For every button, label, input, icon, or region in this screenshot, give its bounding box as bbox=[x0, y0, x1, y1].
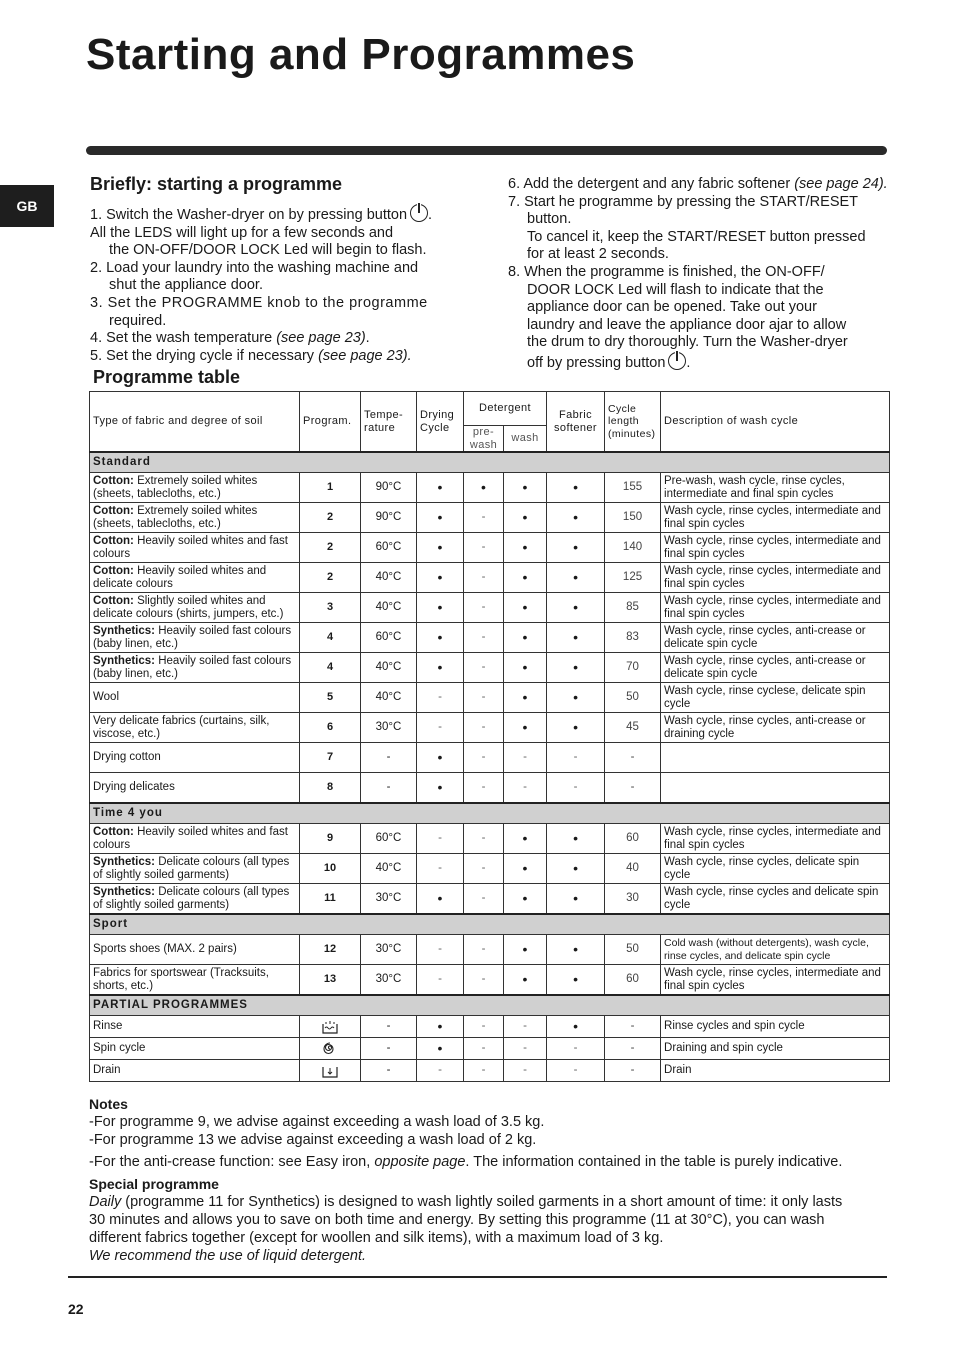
drying-cell: • bbox=[417, 1016, 464, 1038]
prewash-cell: - bbox=[464, 713, 504, 743]
table-row bbox=[90, 1038, 890, 1060]
table-row bbox=[90, 884, 890, 915]
special-line-4: We recommend the use of liquid detergent. bbox=[89, 1248, 367, 1264]
prewash-cell: - bbox=[464, 503, 504, 533]
temperature-cell: 40°C bbox=[361, 653, 417, 683]
drying-cell: - bbox=[417, 935, 464, 965]
drying-cell: • bbox=[417, 653, 464, 683]
cycle-length-cell: 150 bbox=[605, 503, 661, 533]
cycle-length-cell: 50 bbox=[605, 683, 661, 713]
table-section-row bbox=[90, 803, 890, 824]
fabric-cell: Cotton: Slightly soiled whites and delicate colours (shirts, jumpers, etc.) bbox=[90, 593, 300, 623]
drying-cell: • bbox=[417, 884, 464, 915]
steps-left bbox=[90, 204, 470, 365]
cycle-length-cell: 40 bbox=[605, 854, 661, 884]
table-section-row bbox=[90, 452, 890, 473]
prewash-cell: - bbox=[464, 533, 504, 563]
temperature-cell: 40°C bbox=[361, 593, 417, 623]
table-row bbox=[90, 593, 890, 623]
temperature-cell: - bbox=[361, 1060, 417, 1082]
description-cell: Wash cycle, rinse cycles, anti-crease or draining cycle bbox=[661, 713, 890, 743]
cycle-length-cell: 30 bbox=[605, 884, 661, 915]
fabric-cell: Drain bbox=[90, 1060, 300, 1082]
softener-cell: • bbox=[547, 965, 605, 996]
wash-cell: • bbox=[504, 473, 547, 503]
header-wash: wash bbox=[504, 426, 547, 453]
wash-cell: - bbox=[504, 1060, 547, 1082]
program-number: 6 bbox=[300, 713, 361, 743]
softener-cell: • bbox=[547, 563, 605, 593]
softener-cell: - bbox=[547, 773, 605, 804]
description-cell: Wash cycle, rinse cycles, anti-crease or delicate spin cycle bbox=[661, 653, 890, 683]
fabric-cell: Synthetics: Heavily soiled fast colours (baby linen, etc.) bbox=[90, 653, 300, 683]
note-3: -For the anti-crease function: see Easy iron, opposite page. The information contained in the table is purely indicative. bbox=[89, 1154, 843, 1170]
programme-table bbox=[89, 391, 890, 1082]
header-temperature: Tempe- rature bbox=[361, 392, 417, 453]
table-row bbox=[90, 713, 890, 743]
step-3: 3. Set the PROGRAMME knob to the programme bbox=[90, 294, 428, 311]
cycle-length-cell: - bbox=[605, 1038, 661, 1060]
description-cell: Wash cycle, rinse cycles, delicate spin cycle bbox=[661, 854, 890, 884]
title-divider bbox=[86, 146, 887, 155]
note-1: -For programme 9, we advise against exceeding a wash load of 3.5 kg. bbox=[89, 1114, 545, 1130]
temperature-cell: - bbox=[361, 773, 417, 804]
cycle-length-cell: - bbox=[605, 1060, 661, 1082]
program-number: 11 bbox=[300, 884, 361, 915]
drying-cell: • bbox=[417, 623, 464, 653]
header-prewash: pre- wash bbox=[464, 426, 504, 453]
softener-cell: • bbox=[547, 653, 605, 683]
cycle-length-cell: 70 bbox=[605, 653, 661, 683]
prewash-cell: - bbox=[464, 743, 504, 773]
drying-cell: • bbox=[417, 503, 464, 533]
temperature-cell: - bbox=[361, 1038, 417, 1060]
table-row bbox=[90, 503, 890, 533]
wash-cell: - bbox=[504, 743, 547, 773]
drain-icon bbox=[300, 1060, 361, 1082]
fabric-cell: Cotton: Heavily soiled whites and fast colours bbox=[90, 533, 300, 563]
table-row bbox=[90, 1060, 890, 1082]
program-number: 10 bbox=[300, 854, 361, 884]
drying-cell: • bbox=[417, 533, 464, 563]
softener-cell: • bbox=[547, 935, 605, 965]
step-2: 2. Load your laundry into the washing machine and bbox=[90, 259, 419, 276]
page-number: 22 bbox=[68, 1301, 84, 1317]
cycle-length-cell: 60 bbox=[605, 965, 661, 996]
wash-cell: • bbox=[504, 884, 547, 915]
table-row bbox=[90, 773, 890, 804]
table-row bbox=[90, 1016, 890, 1038]
special-line-2: 30 minutes and allows you to save on both time and energy. By setting this programme (11 at 30°C), you can wash bbox=[89, 1212, 825, 1228]
step-8-detail-3: laundry and leave the appliance door ajar to allow bbox=[527, 316, 847, 333]
cycle-length-cell: 140 bbox=[605, 533, 661, 563]
briefly-heading: Briefly: starting a programme bbox=[90, 174, 343, 194]
program-number: 2 bbox=[300, 503, 361, 533]
notes-section bbox=[89, 1095, 889, 1265]
temperature-cell: 60°C bbox=[361, 533, 417, 563]
header-softener: Fabric softener bbox=[547, 392, 605, 453]
step-7-detail: button. bbox=[527, 211, 572, 228]
cycle-length-cell: - bbox=[605, 773, 661, 804]
softener-cell: - bbox=[547, 1038, 605, 1060]
prewash-cell: - bbox=[464, 623, 504, 653]
description-cell: Wash cycle, rinse cyclese, delicate spin cycle bbox=[661, 683, 890, 713]
temperature-cell: 40°C bbox=[361, 563, 417, 593]
temperature-cell: 30°C bbox=[361, 884, 417, 915]
wash-cell: • bbox=[504, 503, 547, 533]
drying-cell: • bbox=[417, 593, 464, 623]
rinse-icon bbox=[300, 1016, 361, 1038]
fabric-cell: Cotton: Heavily soiled whites and fast colours bbox=[90, 824, 300, 854]
softener-cell: • bbox=[547, 854, 605, 884]
cycle-length-cell: 155 bbox=[605, 473, 661, 503]
step-1-detail: All the LEDS will light up for a few seconds and bbox=[90, 224, 394, 241]
fabric-cell: Drying cotton bbox=[90, 743, 300, 773]
table-row bbox=[90, 743, 890, 773]
program-number: 3 bbox=[300, 593, 361, 623]
program-number: 8 bbox=[300, 773, 361, 804]
program-number: 5 bbox=[300, 683, 361, 713]
header-description: Description of wash cycle bbox=[661, 392, 890, 453]
table-row bbox=[90, 935, 890, 965]
softener-cell: • bbox=[547, 503, 605, 533]
step-1-detail-2: the ON-OFF/DOOR LOCK Led will begin to flash. bbox=[109, 242, 427, 259]
description-cell: Draining and spin cycle bbox=[661, 1038, 890, 1060]
fabric-cell: Cotton: Heavily soiled whites and delicate colours bbox=[90, 563, 300, 593]
section-label: Sport bbox=[90, 914, 890, 935]
temperature-cell: 90°C bbox=[361, 503, 417, 533]
fabric-cell: Fabrics for sportswear (Tracksuits, shorts, etc.) bbox=[90, 965, 300, 996]
program-number: 12 bbox=[300, 935, 361, 965]
program-number: 13 bbox=[300, 965, 361, 996]
table-row bbox=[90, 854, 890, 884]
softener-cell: • bbox=[547, 884, 605, 915]
section-label: Standard bbox=[90, 452, 890, 473]
temperature-cell: 30°C bbox=[361, 965, 417, 996]
program-number: 2 bbox=[300, 533, 361, 563]
step-8-detail-5: off by pressing button . bbox=[508, 352, 898, 373]
cycle-length-cell: 60 bbox=[605, 824, 661, 854]
prewash-cell: - bbox=[464, 854, 504, 884]
cycle-length-cell: - bbox=[605, 1016, 661, 1038]
softener-cell: - bbox=[547, 1060, 605, 1082]
temperature-cell: 90°C bbox=[361, 473, 417, 503]
programme-table-heading: Programme table bbox=[93, 367, 241, 387]
prewash-cell: - bbox=[464, 1038, 504, 1060]
table-row bbox=[90, 653, 890, 683]
step-8-detail: DOOR LOCK Led will flash to indicate that the bbox=[527, 281, 824, 298]
wash-cell: • bbox=[504, 623, 547, 653]
table-row bbox=[90, 824, 890, 854]
cycle-length-cell: 45 bbox=[605, 713, 661, 743]
description-cell: Drain bbox=[661, 1060, 890, 1082]
step-5: 5. Set the drying cycle if necessary (see page 23). bbox=[90, 347, 412, 364]
description-cell: Wash cycle, rinse cycles, intermediate and final spin cycles bbox=[661, 503, 890, 533]
drying-cell: - bbox=[417, 683, 464, 713]
description-cell: Wash cycle, rinse cycles, intermediate and final spin cycles bbox=[661, 563, 890, 593]
header-cycle-length: Cycle length (minutes) bbox=[605, 392, 661, 453]
fabric-cell: Spin cycle bbox=[90, 1038, 300, 1060]
drying-cell: • bbox=[417, 773, 464, 804]
softener-cell: • bbox=[547, 683, 605, 713]
wash-cell: • bbox=[504, 965, 547, 996]
fabric-cell: Drying delicates bbox=[90, 773, 300, 804]
description-cell: Wash cycle, rinse cycles and delicate spin cycle bbox=[661, 884, 890, 915]
wash-cell: • bbox=[504, 935, 547, 965]
program-number: 1 bbox=[300, 473, 361, 503]
fabric-cell: Rinse bbox=[90, 1016, 300, 1038]
step-8-detail-4: the drum to dry thoroughly. Turn the Washer-dryer bbox=[527, 334, 848, 351]
softener-cell: - bbox=[547, 743, 605, 773]
description-cell: Cold wash (without detergents), wash cycle, rinse cycles, and delicate spin cycle bbox=[661, 935, 890, 965]
page-title: Starting and Programmes bbox=[86, 30, 636, 79]
prewash-cell: - bbox=[464, 965, 504, 996]
table-row bbox=[90, 473, 890, 503]
description-cell bbox=[661, 743, 890, 773]
wash-cell: • bbox=[504, 713, 547, 743]
special-line-3: different fabrics together (except for woollen and silk items), with a maximum load of 3 kg. bbox=[89, 1230, 664, 1246]
fabric-cell: Cotton: Extremely soiled whites (sheets, tablecloths, etc.) bbox=[90, 473, 300, 503]
description-cell: Wash cycle, rinse cycles, intermediate and final spin cycles bbox=[661, 533, 890, 563]
cycle-length-cell: - bbox=[605, 743, 661, 773]
wash-cell: • bbox=[504, 563, 547, 593]
description-cell bbox=[661, 773, 890, 804]
temperature-cell: - bbox=[361, 1016, 417, 1038]
drying-cell: • bbox=[417, 473, 464, 503]
header-fabric: Type of fabric and degree of soil bbox=[90, 392, 300, 453]
step-8-detail-2: appliance door can be opened. Take out your bbox=[527, 299, 817, 316]
section-label: PARTIAL PROGRAMMES bbox=[90, 995, 890, 1016]
step-4: 4. Set the wash temperature (see page 23). bbox=[90, 330, 370, 347]
fabric-cell: Very delicate fabrics (curtains, silk, viscose, etc.) bbox=[90, 713, 300, 743]
fabric-cell: Synthetics: Delicate colours (all types of slightly soiled garments) bbox=[90, 854, 300, 884]
program-number: 9 bbox=[300, 824, 361, 854]
prewash-cell: - bbox=[464, 1060, 504, 1082]
table-row bbox=[90, 965, 890, 996]
power-icon bbox=[410, 204, 428, 222]
softener-cell: • bbox=[547, 533, 605, 563]
drying-cell: - bbox=[417, 965, 464, 996]
drying-cell: • bbox=[417, 743, 464, 773]
temperature-cell: 30°C bbox=[361, 935, 417, 965]
special-line-1: Daily (programme 11 for Synthetics) is designed to wash lightly soiled garments in a short amount of time: it only lasts bbox=[89, 1194, 843, 1210]
wash-cell: • bbox=[504, 533, 547, 563]
drying-cell: • bbox=[417, 563, 464, 593]
softener-cell: • bbox=[547, 713, 605, 743]
softener-cell: • bbox=[547, 623, 605, 653]
fabric-cell: Wool bbox=[90, 683, 300, 713]
cycle-length-cell: 85 bbox=[605, 593, 661, 623]
steps-right bbox=[508, 176, 898, 373]
description-cell: Wash cycle, rinse cycles, intermediate and final spin cycles bbox=[661, 593, 890, 623]
table-row bbox=[90, 623, 890, 653]
temperature-cell: - bbox=[361, 743, 417, 773]
fabric-cell: Cotton: Extremely soiled whites (sheets, tablecloths, etc.) bbox=[90, 503, 300, 533]
prewash-cell: - bbox=[464, 683, 504, 713]
footer-divider bbox=[68, 1276, 887, 1278]
temperature-cell: 60°C bbox=[361, 824, 417, 854]
wash-cell: • bbox=[504, 824, 547, 854]
cycle-length-cell: 125 bbox=[605, 563, 661, 593]
wash-cell: • bbox=[504, 854, 547, 884]
drying-cell: - bbox=[417, 824, 464, 854]
special-programme-heading: Special programme bbox=[89, 1176, 219, 1192]
note-2: -For programme 13 we advise against exceeding a wash load of 2 kg. bbox=[89, 1132, 537, 1148]
table-section-row bbox=[90, 914, 890, 935]
notes-heading: Notes bbox=[89, 1096, 128, 1112]
drying-cell: - bbox=[417, 854, 464, 884]
description-cell: Pre-wash, wash cycle, rinse cycles, intermediate and final spin cycles bbox=[661, 473, 890, 503]
program-number: 7 bbox=[300, 743, 361, 773]
prewash-cell: - bbox=[464, 824, 504, 854]
programme-table-body bbox=[90, 452, 890, 1082]
wash-cell: • bbox=[504, 683, 547, 713]
prewash-cell: • bbox=[464, 473, 504, 503]
step-1: 1. Switch the Washer-dryer on by pressing button . bbox=[90, 204, 470, 225]
description-cell: Wash cycle, rinse cycles, intermediate and final spin cycles bbox=[661, 824, 890, 854]
wash-cell: - bbox=[504, 773, 547, 804]
temperature-cell: 60°C bbox=[361, 623, 417, 653]
description-cell: Rinse cycles and spin cycle bbox=[661, 1016, 890, 1038]
wash-cell: - bbox=[504, 1038, 547, 1060]
step-8: 8. When the programme is finished, the ON-OFF/ bbox=[508, 263, 825, 280]
prewash-cell: - bbox=[464, 563, 504, 593]
drying-cell: • bbox=[417, 1038, 464, 1060]
softener-cell: • bbox=[547, 593, 605, 623]
language-tab: GB bbox=[0, 185, 54, 227]
wash-cell: - bbox=[504, 1016, 547, 1038]
header-drying: Drying Cycle bbox=[417, 392, 464, 453]
softener-cell: • bbox=[547, 1016, 605, 1038]
table-row bbox=[90, 683, 890, 713]
description-cell: Wash cycle, rinse cycles, anti-crease or delicate spin cycle bbox=[661, 623, 890, 653]
header-program: Program. bbox=[300, 392, 361, 453]
drying-cell: - bbox=[417, 713, 464, 743]
step-6: 6. Add the detergent and any fabric softener (see page 24). bbox=[508, 176, 888, 192]
program-number: 4 bbox=[300, 653, 361, 683]
prewash-cell: - bbox=[464, 884, 504, 915]
cycle-length-cell: 83 bbox=[605, 623, 661, 653]
softener-cell: • bbox=[547, 824, 605, 854]
wash-cell: • bbox=[504, 593, 547, 623]
drying-cell: - bbox=[417, 1060, 464, 1082]
prewash-cell: - bbox=[464, 1016, 504, 1038]
spin-icon bbox=[300, 1038, 361, 1060]
table-row bbox=[90, 563, 890, 593]
prewash-cell: - bbox=[464, 653, 504, 683]
fabric-cell: Synthetics: Delicate colours (all types of slightly soiled garments) bbox=[90, 884, 300, 915]
step-3-detail: required. bbox=[109, 312, 167, 329]
step-7-detail-3: for at least 2 seconds. bbox=[527, 246, 669, 263]
step-7: 7. Start he programme by pressing the START/RESET bbox=[508, 193, 859, 210]
step-2-detail: shut the appliance door. bbox=[109, 277, 263, 294]
wash-cell: • bbox=[504, 653, 547, 683]
temperature-cell: 30°C bbox=[361, 713, 417, 743]
temperature-cell: 40°C bbox=[361, 683, 417, 713]
section-label: Time 4 you bbox=[90, 803, 890, 824]
fabric-cell: Sports shoes (MAX. 2 pairs) bbox=[90, 935, 300, 965]
power-icon bbox=[668, 352, 686, 370]
fabric-cell: Synthetics: Heavily soiled fast colours (baby linen, etc.) bbox=[90, 623, 300, 653]
step-7-detail-2: To cancel it, keep the START/RESET button pressed bbox=[527, 228, 866, 245]
header-detergent: Detergent bbox=[464, 392, 547, 426]
table-section-row bbox=[90, 995, 890, 1016]
program-number: 4 bbox=[300, 623, 361, 653]
prewash-cell: - bbox=[464, 935, 504, 965]
cycle-length-cell: 50 bbox=[605, 935, 661, 965]
program-number: 2 bbox=[300, 563, 361, 593]
temperature-cell: 40°C bbox=[361, 854, 417, 884]
prewash-cell: - bbox=[464, 773, 504, 804]
table-row bbox=[90, 533, 890, 563]
softener-cell: • bbox=[547, 473, 605, 503]
prewash-cell: - bbox=[464, 593, 504, 623]
description-cell: Wash cycle, rinse cycles, intermediate and final spin cycles bbox=[661, 965, 890, 996]
